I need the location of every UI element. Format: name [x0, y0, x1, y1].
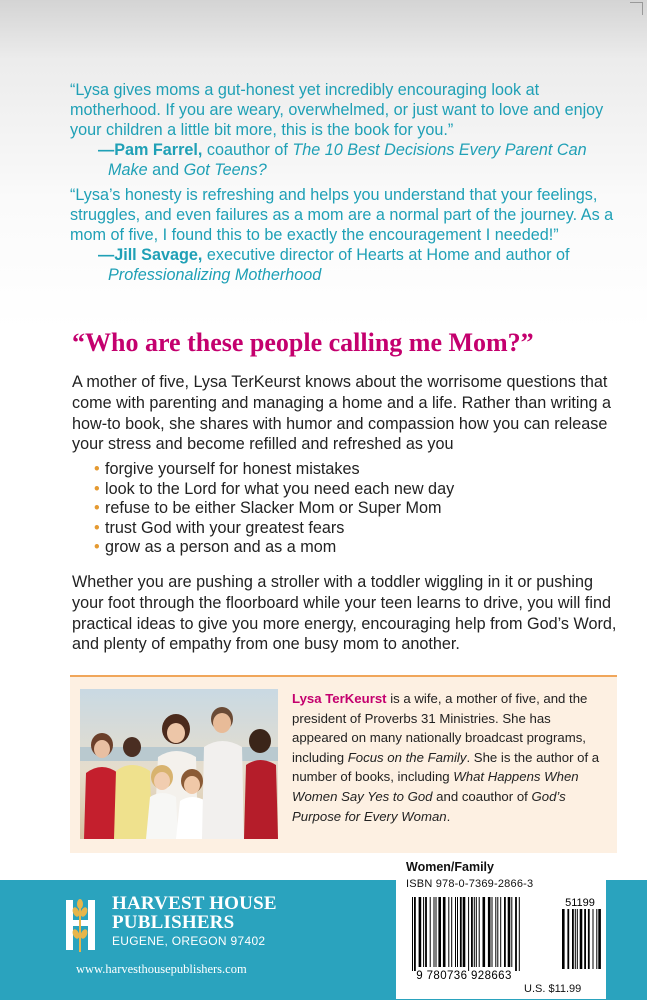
harvest-wheat-logo-icon [62, 894, 106, 954]
barcode-bar [562, 909, 565, 969]
list-item [95, 480, 454, 500]
barcode-bar [471, 897, 473, 967]
barcode-bar [519, 897, 520, 971]
barcode-bar [474, 897, 475, 967]
barcode-bar [497, 897, 498, 967]
bio-text: . She is the author of a number of books, including [292, 749, 600, 785]
publisher-name-line: HARVEST HOUSE [112, 893, 277, 914]
barcode-bar [577, 909, 578, 969]
list-item-text: refuse to be either Slacker Mom or Super Mom [105, 499, 442, 518]
barcode-bar [476, 897, 477, 967]
barcode-bar [483, 897, 486, 967]
barcode-bar [423, 897, 424, 967]
bio-text: and coauthor of [432, 788, 532, 804]
bio-book-title: What Happens When Women Say Yes to God [292, 769, 579, 804]
barcode-bar [500, 897, 501, 967]
barcode-bar [515, 897, 517, 971]
barcode-bar [575, 909, 576, 969]
barcode-bar [425, 897, 427, 967]
barcode-bar [584, 909, 586, 969]
bullet-icon: • [94, 460, 100, 478]
barcode-bar [436, 897, 437, 967]
author-bio [292, 689, 610, 826]
barcode-bar [455, 897, 456, 967]
crop-mark [630, 2, 643, 15]
publisher-logo [62, 892, 282, 972]
barcode-bar [572, 909, 574, 969]
endorsement-text: “Lysa’s honesty is refreshing and helps you understand that your feelings, struggles, and even failures as a mom are a normal part of the journey. As a mom of five, I found this to be exactly the encouragement I needed!” [70, 186, 614, 244]
bio-show-title: Focus on the Family [347, 749, 467, 765]
book-price: U.S. $11.99 [524, 983, 582, 995]
attribution-book-title: Got Teens? [183, 161, 267, 179]
list-item [95, 538, 454, 558]
closing-paragraph: Whether you are pushing a stroller with a toddler wiggling in it or pushing your foot through the floorboard while your teen learns to drive, you will find practical ideas to give you more energy, encouraging help from God’s Word, and plenty of empathy from one busy mom to another. [72, 573, 617, 654]
barcode-bar [508, 897, 511, 967]
barcode-bar [451, 897, 452, 967]
barcode-bar [414, 897, 416, 971]
barcode-bar [438, 897, 441, 967]
barcode-bar [443, 897, 446, 967]
list-item [95, 460, 454, 480]
author-bio-box [70, 675, 617, 853]
isbn-barcode [400, 895, 604, 983]
barcode-bar [511, 897, 512, 967]
list-item-text: look to the Lord for what you need each new day [105, 479, 455, 498]
publisher-name-line: PUBLISHERS [112, 912, 235, 933]
author-family-photo [80, 689, 278, 839]
attribution-book-title: Professionalizing Motherhood [108, 266, 322, 284]
list-item [95, 499, 454, 519]
intro-paragraph: A mother of five, Lysa TerKeurst knows about the worrisome questions that come with parenting and managing a home and a life. Rather than writing a how-to book, she shares with humor and compassion how you can release your stress and become refilled and refreshed as you [72, 373, 612, 454]
endorsement-author: —Pam Farrel, [98, 141, 203, 159]
isbn-number: ISBN 978-0-7369-2866-3 [406, 878, 534, 890]
bio-book-title: God’s Purpose for Every Woman [292, 788, 566, 824]
barcode-bar [463, 897, 466, 967]
publisher-website-link[interactable]: www.harvesthousepublishers.com [76, 962, 247, 976]
barcode-bar [448, 897, 449, 967]
barcode-bar [430, 897, 431, 967]
barcode-bar [460, 897, 462, 967]
list-item-text: grow as a person and as a mom [105, 538, 337, 557]
bio-text: . [446, 808, 451, 824]
endorsement-attribution [70, 140, 630, 180]
bullet-icon: • [94, 538, 100, 557]
barcode-bar [580, 909, 583, 969]
bullet-icon: • [94, 479, 100, 498]
publisher-city: EUGENE, OREGON 97402 [112, 934, 266, 948]
headline: “Who are these people calling me Mom?” [72, 328, 534, 357]
barcode-bar [567, 909, 569, 969]
endorsement-attribution [70, 245, 630, 285]
barcode-bar [412, 897, 413, 971]
addon-digits: 51199 [565, 897, 595, 909]
bullet-icon: • [94, 518, 100, 537]
barcode-bar [434, 897, 435, 967]
book-category: Women/Family [406, 860, 494, 874]
author-name: Lysa TerKeurst [292, 691, 387, 706]
ean-digits: 9 780736 928663 [416, 970, 512, 982]
barcode-bar [468, 897, 469, 971]
attribution-text: and [147, 161, 184, 179]
barcode-bar [457, 897, 458, 967]
endorsement-author: —Jill Savage, [98, 246, 203, 264]
benefit-list [95, 460, 454, 558]
barcode-panel [396, 857, 606, 999]
bio-text: is a wife, a mother of five, and the president of Proverbs 31 Ministries. She has appeared on many nationally broadcast programs, including [292, 691, 588, 765]
barcode-bar [504, 897, 506, 967]
barcode-bar [492, 897, 493, 967]
barcode-bar [593, 909, 594, 969]
attribution-text: coauthor of [202, 141, 293, 159]
barcode-bar [598, 909, 601, 969]
barcode-bar [488, 897, 491, 967]
bullet-icon: • [94, 499, 100, 518]
endorsement-1 [70, 80, 630, 180]
list-item-text: forgive yourself for honest mistakes [105, 460, 360, 478]
barcode-bar [419, 897, 422, 967]
publisher-name [112, 894, 277, 932]
list-item [95, 519, 454, 539]
barcode-bar [588, 909, 590, 969]
barcode-bar [596, 909, 597, 969]
attribution-book-title: The 10 Best Decisions Every Parent Can Make [108, 141, 587, 179]
barcode-bar [479, 897, 480, 967]
list-item-text: trust God with your greatest fears [105, 518, 345, 537]
barcode-bar [495, 897, 496, 967]
attribution-text: executive director of Hearts at Home and author of [202, 246, 570, 264]
endorsement-text: “Lysa gives moms a gut-honest yet incredibly encouraging look at motherhood. If you are weary, overwhelmed, or just want to love and enjoy your children a little bit more, this is the book for you.” [70, 81, 604, 139]
endorsement-2 [70, 185, 630, 285]
